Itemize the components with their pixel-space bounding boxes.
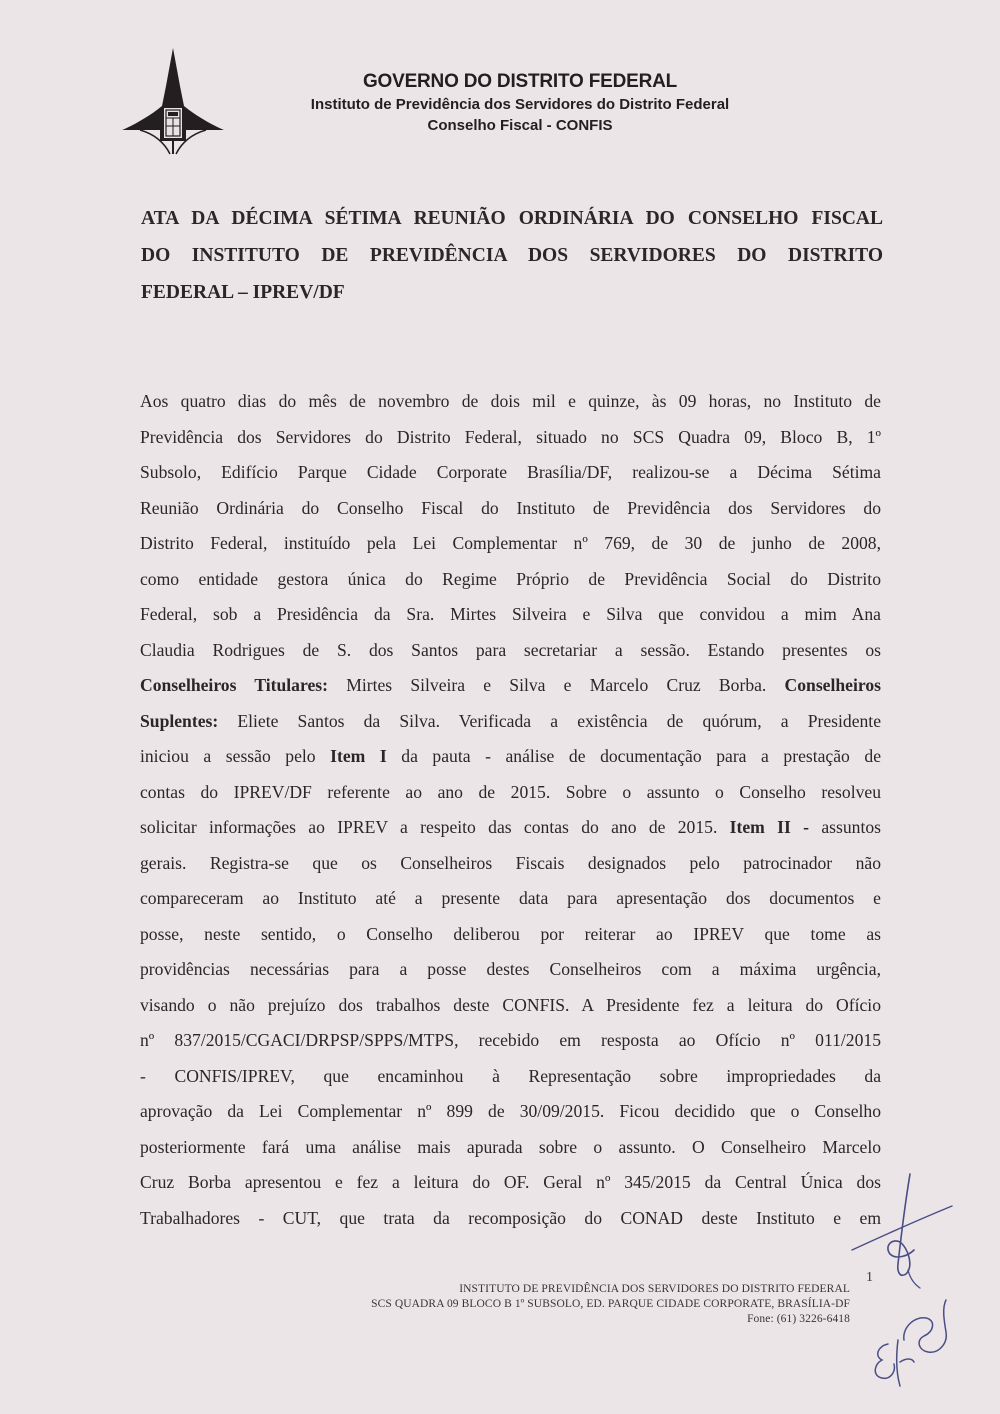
letterhead <box>270 70 770 136</box>
document-title <box>141 200 883 311</box>
page-number: 1 <box>866 1270 873 1285</box>
body-line: Reunião Ordinária do Conselho Fiscal do Instituto de Previdência dos Servidores do <box>140 497 881 518</box>
body-line: Federal, sob a Presidência da Sra. Mirtes Silveira e Silva que convidou a mim Ana <box>140 604 881 624</box>
body-line: contas do IPREV/DF referente ao ano de 2015. Sobre o assunto o Conselho resolveu <box>140 781 881 802</box>
letterhead-council: Conselho Fiscal - CONFIS <box>427 117 613 134</box>
body-line: posteriormente fará uma análise mais apurada sobre o assunto. O Conselheiro Marcelo <box>140 1136 881 1157</box>
body-line: Cruz Borba apresentou e fez a leitura do OF. Geral nº 345/2015 da Central Única dos <box>140 1172 881 1192</box>
body-text: Mirtes Silveira e Silva e Marcelo Cruz Borba. <box>327 675 785 695</box>
signature-initial-3 <box>868 1336 918 1392</box>
body-line: compareceram ao Instituto até a presente data para apresentação dos documentos e <box>140 888 881 908</box>
body-line: Subsolo, Edifício Parque Cidade Corporate Brasília/DF, realizou-se a Décima Sétima <box>140 462 881 482</box>
bold-term: Item II - <box>729 817 810 837</box>
bold-term: Item I <box>330 746 387 766</box>
body-line: providências necessárias para a posse destes Conselheiros com a máxima urgência, <box>140 959 881 979</box>
body-line: aprovação da Lei Complementar nº 899 de 30/09/2015. Ficou decidido que o Conselho <box>140 1101 881 1121</box>
bold-term: Suplentes: <box>140 710 219 731</box>
body-line: Previdência dos Servidores do Distrito Federal, situado no SCS Quadra 09, Bloco B, 1º <box>140 426 881 447</box>
gdf-emblem-logo <box>120 46 226 156</box>
body-text: iniciou a sessão pelo <box>140 746 331 766</box>
body-text: Eliete Santos da Silva. Verificada a existência de quórum, a Presidente <box>218 710 881 731</box>
footer-line: INSTITUTO DE PREVIDÊNCIA DOS SERVIDORES DO DISTRITO FEDERAL <box>459 1283 850 1295</box>
body-line <box>140 668 881 704</box>
body-line <box>140 810 881 846</box>
body-line: Aos quatro dias do mês de novembro de dois mil e quinze, às 09 horas, no Instituto de <box>140 391 881 411</box>
footer-line: SCS QUADRA 09 BLOCO B 1º SUBSOLO, ED. PARQUE CIDADE CORPORATE, BRASÍLIA-DF <box>371 1298 850 1310</box>
body-line: - CONFIS/IPREV, que encaminhou à Representação sobre impropriedades da <box>140 1065 881 1086</box>
body-line: gerais. Registra-se que os Conselheiros Fiscais designados pelo patrocinador não <box>140 852 881 873</box>
bold-term: Conselheiros Titulares: <box>140 675 328 695</box>
signature-initial-1 <box>848 1168 958 1298</box>
body-line: nº 837/2015/CGACI/DRPSP/SPPS/MTPS, recebido em resposta ao Ofício nº 011/2015 <box>140 1030 881 1050</box>
letterhead-government: GOVERNO DO DISTRITO FEDERAL <box>362 71 678 92</box>
body-line: Trabalhadores - CUT, que trata da recomposição do CONAD deste Instituto e em <box>140 1207 881 1228</box>
minutes-body <box>140 384 881 1236</box>
title-line: FEDERAL – IPREV/DF <box>141 282 345 303</box>
letterhead-institute: Instituto de Previdência dos Servidores do Distrito Federal <box>310 96 730 113</box>
bold-term: Conselheiros <box>784 675 881 695</box>
body-line <box>140 704 881 740</box>
body-line: visando o não prejuízo dos trabalhos deste CONFIS. A Presidente fez a leitura do Ofício <box>140 994 881 1015</box>
body-text: solicitar informações ao IPREV a respeito das contas do ano de 2015. <box>140 817 730 837</box>
footer-line: Fone: (61) 3226-6418 <box>747 1313 850 1325</box>
body-line: Distrito Federal, instituído pela Lei Complementar nº 769, de 30 de junho de 2008, <box>140 533 881 553</box>
title-line: ATA DA DÉCIMA SÉTIMA REUNIÃO ORDINÁRIA DO CONSELHO FISCAL <box>141 208 883 229</box>
title-line: DO INSTITUTO DE PREVIDÊNCIA DOS SERVIDORES DO DISTRITO <box>141 245 883 266</box>
footer-address <box>240 1282 850 1327</box>
body-line: posse, neste sentido, o Conselho deliberou por reiterar ao IPREV que tome as <box>140 923 881 944</box>
body-line: Claudia Rodrigues de S. dos Santos para secretariar a sessão. Estando presentes os <box>140 639 881 660</box>
body-text: assuntos <box>809 817 881 837</box>
body-line: como entidade gestora única do Regime Próprio de Previdência Social do Distrito <box>140 568 881 589</box>
body-line <box>140 739 881 775</box>
body-text: da pauta - análise de documentação para a prestação de <box>386 746 881 766</box>
